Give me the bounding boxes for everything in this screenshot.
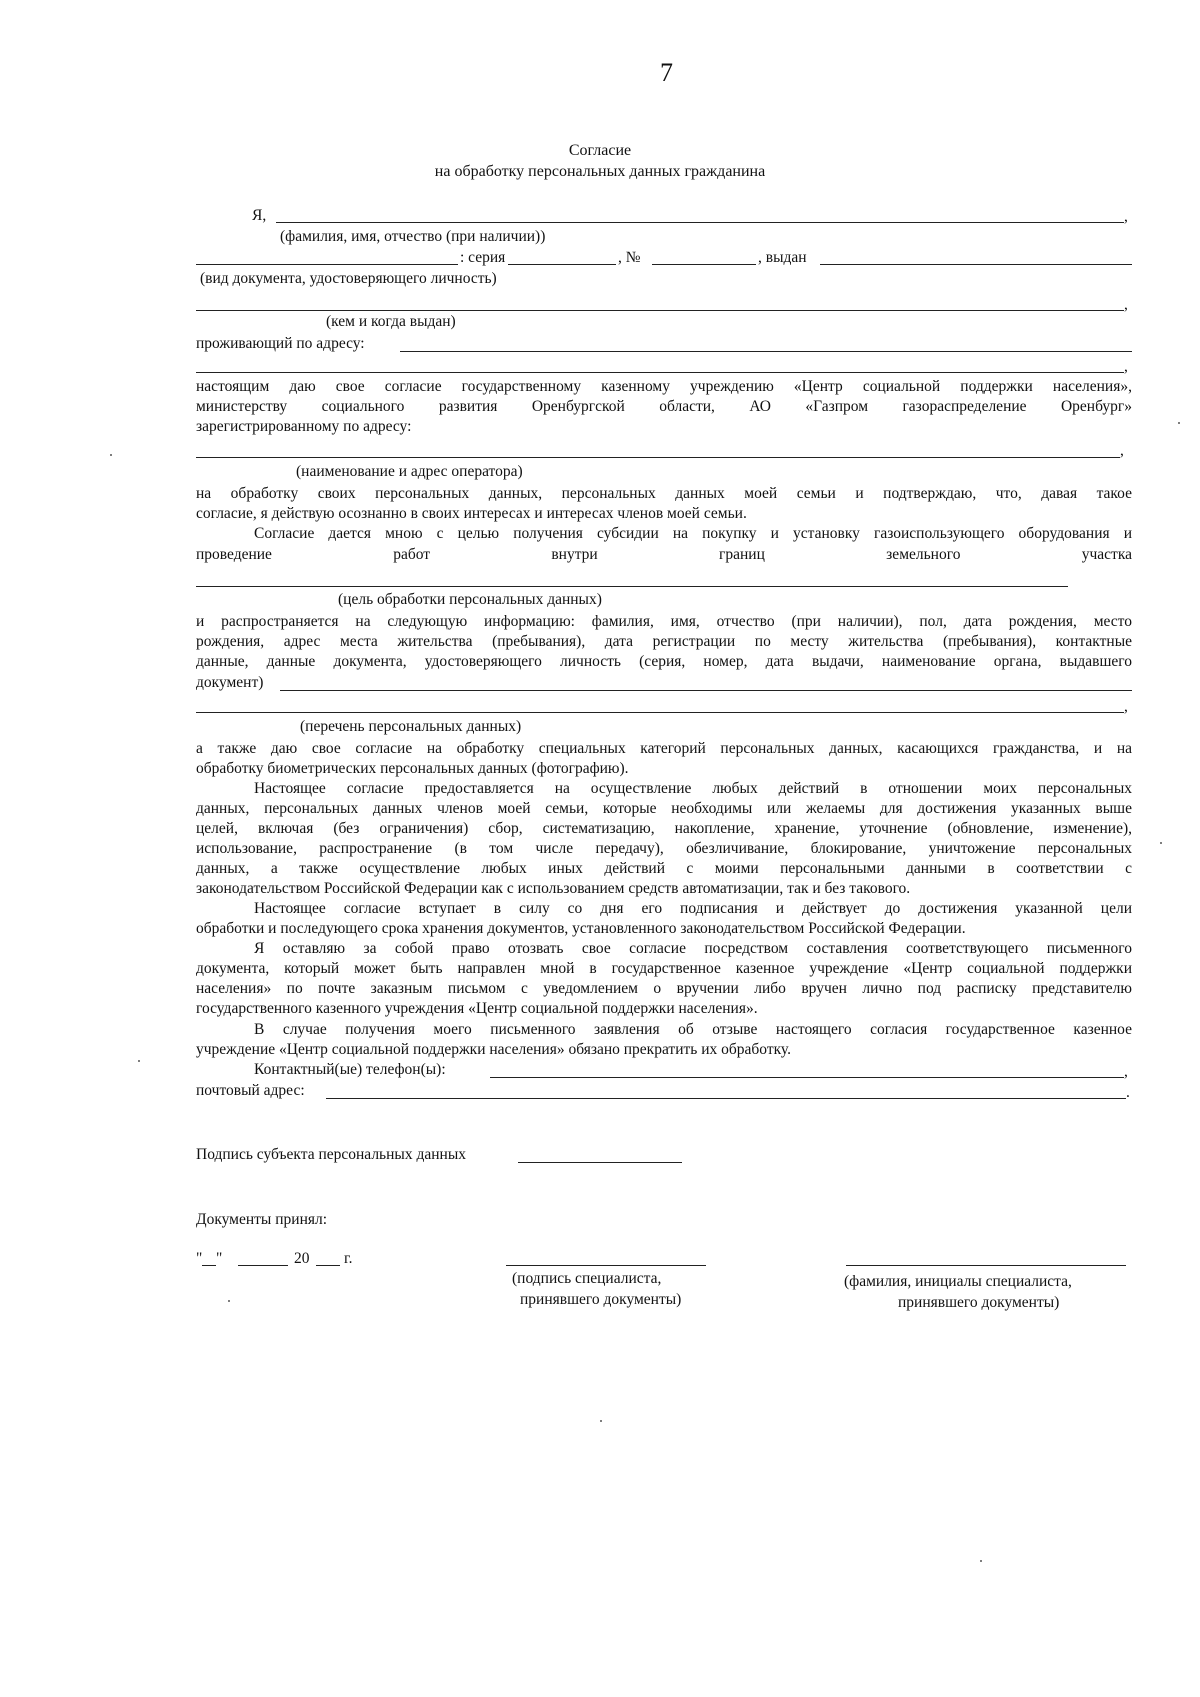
document-type-field[interactable] bbox=[196, 264, 458, 265]
issued-by-field[interactable] bbox=[196, 310, 1124, 311]
specialist-name-caption-1: (фамилия, инициалы специалиста, bbox=[844, 1273, 1072, 1290]
validity-text-line-1: Настоящее согласие вступает в силу со дня его подписания и действует до достижения указанной цели bbox=[254, 900, 1132, 917]
specialist-signature-field[interactable] bbox=[506, 1265, 706, 1266]
number-label: , № bbox=[618, 249, 641, 266]
actions-text-line-5: данных, а также осуществление любых иных действий с моими персональными данными в соответствии с bbox=[196, 860, 1132, 877]
specialist-name-field[interactable] bbox=[846, 1265, 1126, 1266]
withdrawal-text-line-2: учреждение «Центр социальной поддержки населения» обязано прекратить их обработку. bbox=[196, 1041, 791, 1058]
date-year-prefix: 20 bbox=[294, 1250, 310, 1267]
phone-field[interactable] bbox=[490, 1077, 1124, 1078]
processing-text-line-1: на обработку своих персональных данных, персональных данных моей семьи и подтверждаю, что, давая такое bbox=[196, 485, 1132, 502]
revoke-text-line-1: Я оставляю за собой право отозвать свое согласие посредством составления соответствующего письменного bbox=[254, 940, 1132, 957]
date-year-field[interactable] bbox=[316, 1265, 340, 1266]
series-field[interactable] bbox=[508, 264, 616, 265]
scope-text-line-4: документ) bbox=[196, 674, 264, 691]
date-close-quote: " bbox=[216, 1250, 223, 1267]
scope-text-line-1: и распространяется на следующую информацию: фамилия, имя, отчество (при наличии), пол, дата рождения, место bbox=[196, 613, 1132, 630]
specialist-signature-caption-2: принявшего документы) bbox=[520, 1291, 682, 1308]
specialist-signature-caption-1: (подпись специалиста, bbox=[512, 1270, 662, 1287]
number-field[interactable] bbox=[652, 264, 756, 265]
document-title: Согласие bbox=[568, 142, 632, 159]
ya-label: Я, bbox=[252, 207, 267, 224]
document-type-caption: (вид документа, удостоверяющего личность) bbox=[200, 270, 497, 287]
scope-text-line-2: рождения, адрес места жительства (пребывания), дата регистрации по месту жительства (пребывания), контактные bbox=[196, 633, 1132, 650]
revoke-text-line-2: документа, который может быть направлен мной в государственное казенное учреждение «Центр социальной поддержки bbox=[196, 960, 1132, 977]
personal-data-list-field-2[interactable] bbox=[196, 712, 1124, 713]
purpose-text-line-2: проведение работ внутри границ земельного участка bbox=[196, 546, 1132, 563]
issued-by-caption: (кем и когда выдан) bbox=[326, 313, 456, 330]
actions-text-line-6: законодательством Российской Федерации как с использованием средств автоматизации, так и без такового. bbox=[196, 880, 911, 897]
date-year-suffix: г. bbox=[344, 1250, 353, 1267]
phone-label: Контактный(ые) телефон(ы): bbox=[254, 1061, 446, 1078]
page-number: 7 bbox=[660, 58, 673, 87]
document-subtitle: на обработку персональных данных гражданина bbox=[434, 163, 766, 180]
subject-signature-field[interactable] bbox=[518, 1162, 682, 1163]
date-month-field[interactable] bbox=[238, 1265, 288, 1266]
purpose-caption: (цель обработки персональных данных) bbox=[338, 591, 602, 608]
operator-caption: (наименование и адрес оператора) bbox=[296, 463, 523, 480]
subject-signature-label: Подпись субъекта персональных данных bbox=[196, 1146, 466, 1163]
issued-field[interactable] bbox=[820, 264, 1132, 265]
processing-text-line-2: согласие, я действую осознанно в своих интересах и интересах членов моей семьи. bbox=[196, 505, 747, 522]
documents-accepted-label: Документы принял: bbox=[196, 1211, 328, 1228]
purpose-text-line-1: Согласие дается мною с целью получения субсидии на покупку и установку газоиспользующего оборудования и bbox=[254, 525, 1132, 542]
address-label: проживающий по адресу: bbox=[196, 335, 365, 352]
postal-field[interactable] bbox=[326, 1098, 1126, 1099]
special-text-line-2: обработку биометрических персональных данных (фотографию). bbox=[196, 760, 629, 777]
actions-text-line-3: целей, включая (без ограничения) сбор, систематизацию, накопление, хранение, уточнение (обновление, изменение), bbox=[196, 820, 1132, 837]
consent-form-page: 7 Согласие на обработку персональных данных гражданина Я, , (фамилия, имя, отчество (при наличии)) : серия , № , выдан (вид документа, удостоверяющего личность) , (кем и когда выдан) проживающий по адресу: , настоящим даю свое согласие государственному казенному учреждению «Центр социальной поддержки населения», министерству социального развития Оренбургской области, АО «Газпром газораспределение Оренбург» зарегистрированному по адресу: , (наименование и адрес оператора) на обработку своих персональных данных, персональных данных моей семьи и подтверждаю, что, давая такое согласие, я действую осознанно в своих интересах и интересах членов моей семьи. Согласие дается мною с целью получения субсидии на покупку и установку газоиспользующего оборудования и проведение работ внутри границ земельного участка (цель обработки персональных данных) и распространяется на следующую информацию: фамилия, имя, отчество (при наличии), пол, дата рождения, место рождения, адрес места жительства (пребывания), дата регистрации по месту жительства (пребывания), контактные данные, данные документа, удостоверяющего личность (серия, номер, дата выдачи, наименование органа, выдавшего документ) , (перечень персональных данных) а также даю свое согласие на обработку специальных категорий персональных данных, касающихся гражданства, и на обработку биометрических персональных данных (фотографию). Настоящее согласие предоставляется на осуществление любых действий в отношении моих персональных данных, персональных данных членов моей семьи, которые необходимы или желаемы для достижения указанных выше целей, включая (без ограничения) сбор, систематизацию, накопление, хранение, уточнение (обновление, изменение), использование, распространение (в том числе передачу), обезличивание, блокирование, уничтожение персональных данных, а также осуществление любых иных действий с моими персональными данными в соответствии с законодательством Российской Федерации как с использованием средств автоматизации, так и без такового. Настоящее согласие вступает в силу со дня его подписания и действует до достижения указанной цели обработки и последующего срока хранения документов, установленного законодательством Российской Федерации. Я оставляю за собой право отозвать свое согласие посредством составления соответствующего письменного документа, который может быть направлен мной в государственное казенное учреждение «Центр социальной поддержки населения» по почте заказным письмом с уведомлением о вручении либо вручен лично под расписку представителю государственного казенного учреждения «Центр социальной поддержки населения». В случае получения моего письменного заявления об отзыве настоящего согласия государственное казенное учреждение «Центр социальной поддержки населения» обязано прекратить их обработку. Контактный(ые) телефон(ы): , почтовый адрес: . Подпись субъекта персональных данных Документы принял: " " 20 г. (подпись специалиста, принявшего документы) (фамилия, инициалы специалиста, принявшего документы) bbox=[0, 0, 1200, 1697]
specialist-name-caption-2: принявшего документы) bbox=[898, 1294, 1060, 1311]
personal-data-list-field[interactable] bbox=[280, 690, 1132, 691]
revoke-text-line-4: государственного казенного учреждения «Центр социальной поддержки населения». bbox=[196, 1000, 758, 1017]
issued-label: , выдан bbox=[758, 249, 807, 266]
revoke-text-line-3: населения» по почте заказным письмом с уведомлением о вручении либо вручен лично под расписку представителю bbox=[196, 980, 1132, 997]
special-text-line-1: а также даю свое согласие на обработку специальных категорий персональных данных, касающихся гражданства, и на bbox=[196, 740, 1132, 757]
personal-data-caption: (перечень персональных данных) bbox=[300, 718, 522, 735]
withdrawal-text-line-1: В случае получения моего письменного заявления об отзыве настоящего согласия государственное казенное bbox=[254, 1021, 1132, 1038]
full-name-caption: (фамилия, имя, отчество (при наличии)) bbox=[280, 228, 546, 245]
address-field-2[interactable] bbox=[196, 372, 1124, 373]
operator-text-line-2: министерству социального развития Оренбургской области, АО «Газпром газораспределение Оренбург» bbox=[196, 398, 1132, 415]
validity-text-line-2: обработки и последующего срока хранения документов, установленного законодательством Российской Федерации. bbox=[196, 920, 966, 937]
actions-text-line-1: Настоящее согласие предоставляется на осуществление любых действий в отношении моих персональных bbox=[254, 780, 1132, 797]
actions-text-line-4: использование, распространение (в том числе передачу), обезличивание, блокирование, уничтожение персональных bbox=[196, 840, 1132, 857]
postal-label: почтовый адрес: bbox=[196, 1082, 305, 1099]
series-label: : серия bbox=[460, 249, 506, 266]
purpose-field[interactable] bbox=[196, 586, 1068, 587]
operator-text-line-3: зарегистрированному по адресу: bbox=[196, 418, 412, 435]
address-field[interactable] bbox=[400, 351, 1132, 352]
actions-text-line-2: данных, персональных данных членов моей семьи, которые необходимы или желаемы для достижения указанных выше bbox=[196, 800, 1132, 817]
operator-field[interactable] bbox=[196, 457, 1120, 458]
full-name-field[interactable] bbox=[276, 222, 1124, 223]
date-day-field[interactable] bbox=[202, 1265, 216, 1266]
scope-text-line-3: данные, данные документа, удостоверяющего личность (серия, номер, дата выдачи, наименование органа, выдавшего bbox=[196, 653, 1132, 670]
date-open-quote: " bbox=[196, 1250, 203, 1267]
operator-text-line-1: настоящим даю свое согласие государственному казенному учреждению «Центр социальной поддержки населения», bbox=[196, 378, 1132, 395]
